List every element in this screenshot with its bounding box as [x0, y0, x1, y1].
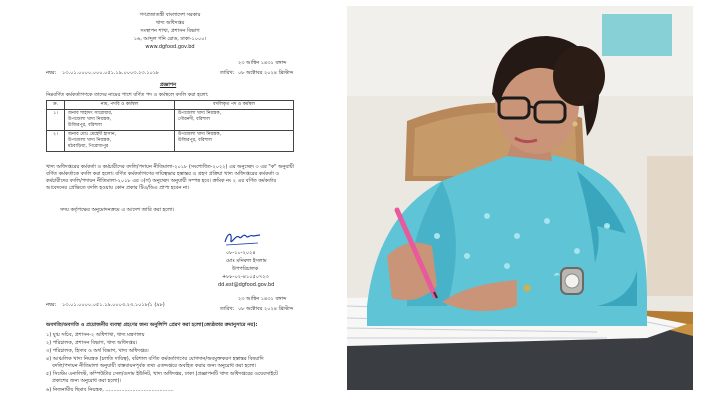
table-header-serial: ক্র. — [47, 101, 65, 110]
table-header-current: নাম, পদবি ও কর্মস্থল — [65, 101, 175, 110]
header-address: ১৬, আব্দুল গনি রোড, ঢাকা-১০০০। — [133, 36, 207, 42]
government-order-document — [0, 0, 340, 400]
table-row — [47, 110, 294, 131]
row-serial: ২। — [47, 131, 65, 152]
distribution-item: ৪) আঞ্চলিক খাদ্য নিয়ন্ত্রক (চলতি দায়িত্ব), বরিশাল বর্ণিত কর্মকর্তাগণের যোগদান/অবমুক্তকরণ হস্তান্তর বিষয়াদি — [46, 356, 264, 362]
distribution-item: ২) পরিচালক, প্রশাসন বিভাগ, খাদ্য অধিদপ্তর। — [46, 340, 138, 346]
signature-name: মোঃ মনিরুল ইসলাম — [226, 258, 267, 264]
header-government: গণপ্রজাতন্ত্রী বাংলাদেশ সরকার — [139, 12, 201, 18]
table-row — [47, 131, 294, 152]
authority-line: সদয় কর্তৃপক্ষের অনুমোদনক্রমে এ আদেশ জারি করা হলো। — [60, 207, 175, 213]
row-serial: ১। — [47, 110, 65, 131]
memo-number-2: ১৩.০১.০০০০.০৫১.১৯.০০০৩.২৩.১০১৮/১ (৯৮) — [62, 302, 165, 308]
distribution-title: অবগতি/অবগতি ও প্রয়োজনীয় ব্যবস্থা গ্রহণের জন্য অনুলিপি প্রেরণ করা হলো(জ্যেষ্ঠতার ক্রমানুসারে নয়): — [46, 322, 258, 328]
date-english-2: ০৮ অক্টোবর ২০২৪ খ্রিস্টাব্দ — [238, 306, 294, 312]
row-current-post: জনাব শাহাদৎ সারোয়ার, উপজেলা খাদ্য নিয়ন্ত্রক, উজিরপুর, বরিশাল — [65, 110, 175, 131]
row-new-post: উপজেলা খাদ্য নিয়ন্ত্রক, উজিরপুর, বরিশাল — [175, 131, 294, 152]
official-signing-photo — [347, 6, 693, 390]
distribution-item: ৫) সিস্টেম এনালিস্ট, কম্পিউটার সেল/গুদাম ইউনিট, খাদ্য অধিদপ্তর, ঢাকা (প্রজ্ঞাপনটি খাদ্য অধিদপ্তরের ওয়েবসাইটে — [46, 371, 278, 377]
date-label-1: তারিখ: — [220, 70, 235, 76]
distribution-item: প্রকাশের জন্য অনুরোধ করা হলো)। — [52, 378, 122, 384]
row-new-post: উপজেলা খাদ্য নিয়ন্ত্রক, গৌরনদী, বরিশাল — [175, 110, 294, 131]
signature-email: dd.est@dgfood.gov.bd — [218, 282, 275, 288]
signature-phone: +৮৮-০২-৪১০৫০৭২৩ — [222, 274, 269, 280]
header-website: www.dgfood.gov.bd — [145, 44, 195, 50]
transfer-table — [46, 100, 294, 152]
table-header-new: বদলিকৃত পদ ও কর্মস্থল — [175, 101, 294, 110]
header-section: সংস্থাপন শাখা, প্রশাসন বিভাগ — [140, 28, 200, 34]
header-directorate: খাদ্য অধিদপ্তর — [155, 20, 185, 26]
distribution-item: ১) যুগ্ম সচিব, প্রশাসন-২ অধিশাখা, খাদ্য মন্ত্রণালয় — [46, 332, 145, 338]
intro-line: নিম্নবর্ণিত কর্মকর্তাগণকে তাদের নামের পাশে বর্ণিত পদ ও কর্মস্থলে বদলি করা হলো: — [46, 92, 209, 98]
row-current-post: জনাব মোঃ মেহেদী হাসান, উপজেলা খাদ্য নিয়ন্ত্রক, মঠবাড়িয়া, পিরোজপুর — [65, 131, 175, 152]
distribution-item: ৬) নিজনামীয় ছিমাব নিয়ন্ত্রক, ........................................... — [46, 387, 174, 393]
distribution-item: ৩) পরিচালক, হিসাব ও অর্থ বিভাগ, খাদ্য অধিদপ্তর। — [46, 348, 149, 354]
date-label-2: তারিখ: — [220, 306, 235, 312]
signature-scribble — [222, 228, 264, 248]
memo-label-2: নম্বর: — [46, 302, 57, 308]
signature-designation: উপপরিচালক — [232, 266, 259, 272]
distribution-item: বদলি/পদায়ন নীতিমালা অনুযায়ী বাস্তবায়নপূর্বক তথ্য এতদ্দপ্তরে অবহিত করার জন্য অনুরোধ করা হলো। — [52, 363, 257, 369]
memo-label-1: নম্বর: — [46, 70, 57, 76]
date-bangla-1: ২৩ আশ্বিন ১৪৩১ বঙ্গাব্দ — [238, 60, 287, 66]
signing-photo-illustration — [347, 6, 693, 390]
body-paragraph: খাদ্য অধিদপ্তরের কর্মকর্তা ও কর্মচারীদের বদলি/পদায়ন নীতিমালা-২০১৮ (সংশোধিত-২০২২) এর অনুচ্ছেদ ৩ এর "ক" অনুযায়ী বর্ণিত কর্মকর্তাকে বদলি করা হলো। বর্ণিত কর্মকর্তাগণের দায়িত্বভার হস্তান্তর ও গ্রহণ প্রক্রিয়া খাদ্য অধিদপ্তরের কর্মকর্তা ও কর্মচারীদের বদলি/পদায়ন নীতিমালা-২০১৮ এর ৩(গ) অনুচ্ছেদ অনুযায়ী সম্পন্ন হবে। ক্রমিক নং ২ এর বর্ণিত কর্মকর্তার আবেদনের প্রেক্ষিতে বদলি হওয়ায় কোন প্রকার টিএ/ডিএ প্রাপ্য হবেন না। — [46, 164, 295, 191]
order-title: প্রজ্ঞাপন — [159, 82, 177, 88]
date-bangla-2: ২৩ আশ্বিন ১৪৩১ বঙ্গাব্দ — [238, 296, 287, 302]
date-english-1: ০৮ অক্টোবর ২০২৪ খ্রিস্টাব্দ — [238, 70, 294, 76]
signature-date: ০৮-১০-২০২৪ — [226, 250, 256, 256]
memo-number-1: ১৩.০১.০০০০.০০০.০৫১.১৯.০০০৩.২৩.১০১৮ — [62, 70, 160, 76]
